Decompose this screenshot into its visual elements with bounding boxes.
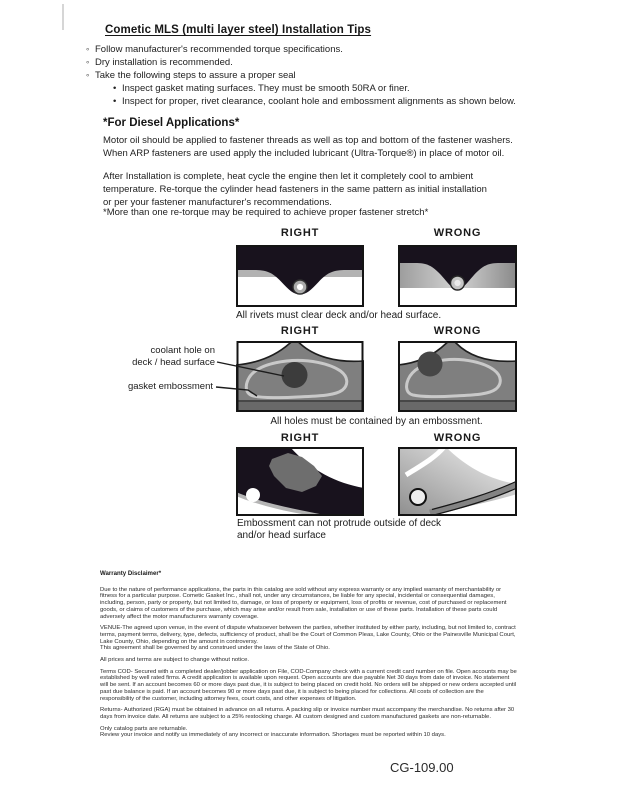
callout-gasket-embossment-label: gasket embossment [127,381,213,392]
legal-paragraph: VENUE-The agreed upon venue, in the event of dispute whatsoever between the parties, whether instituted by either party, including, but not limited to, contract terms, payment terms, delivery, type, defects, sufficiency of product, shall be the Court of Common Pleas, Lake County, Ohio or the Painesville Municipal Court, Lake County, Ohio, depending on the amount in controversy. [100,625,516,645]
sub-bullet-item [113,95,516,108]
paragraph-line: After Installation is complete, heat cycle the engine then let it completely cool to ambient [103,171,474,182]
bullet-item [86,43,516,56]
rivet-clearance-right-diagram [236,245,364,307]
hollow-bullet-icon: ◦ [86,70,90,81]
rivet-clearance-wrong-diagram [398,245,517,307]
legal-paragraph: Review your invoice and notify us immediately of any incorrect or inaccurate information. Shortages must be reported within 10 days. [100,732,446,739]
bolt-hole-icon [246,488,260,502]
paragraph-line: When ARP fasteners are used apply the included lubricant (Ultra-Torque®) in place of motor oil. [103,148,505,159]
wrong-column-header: WRONG [433,325,482,337]
coolant-hole-icon [282,362,308,388]
diesel-paragraph-2 [103,170,583,209]
legal-paragraph: Returns- Authorized (RGA) must be obtained in advance on all returns. A packing slip or invoice number must accompany the merchandise. No returns after 30 days from invoice date. All returns are subject to a 25% restocking charge. All custom designed and custom manufactured gaskets are non-returnable. [100,707,515,720]
protrusion-wrong-diagram [398,447,517,516]
legal-paragraph: Due to the nature of performance applications, the parts in this catalog are sold without any express warranty or any implied warranty of merchantability or fitness for a particular purpose. Cometic Gasket Inc., shall not, under any circumstances, be liable for any special, incidental or consequential damages, including, person, party or property, but not limited to, damage, or loss of property or equipment, loss of profits or revenue, cost of purchased or replacement goods, or claims of customers of the purchase, which may arise and/or result from sale, installation or use of these parts. Installation of these parts could adversely affect the motor manufacturers warranty coverage. [100,586,507,620]
coolant-hole-right-diagram [236,341,364,412]
bullet-item [86,56,516,69]
wrong-column-header: WRONG [433,227,482,239]
paragraph-line: temperature. Re-torque the cylinder head fasteners in the same pattern as initial installation [103,184,487,195]
bullet-list [86,43,516,108]
sub-bullet-item [113,82,516,95]
bolt-hole-icon [410,489,426,505]
scan-artifact-line [62,4,64,30]
sub-bullet-text: Inspect gasket mating surfaces. They must be smooth 50RA or finer. [122,83,410,94]
page-code: CG-109.00 [390,760,454,775]
right-column-header: RIGHT [280,227,320,239]
legal-paragraph: This agreement shall be governed by and construed under the laws of the State of Ohio. [100,645,330,652]
diesel-section-heading: *For Diesel Applications* [103,117,240,129]
diagram-caption-rivets: All rivets must clear deck and/or head surface. [236,310,442,321]
warranty-heading: Warranty Disclaimer* [100,570,162,577]
right-column-header: RIGHT [280,432,320,444]
right-column-header: RIGHT [280,325,320,337]
hollow-bullet-icon: ◦ [86,57,90,68]
legal-paragraph: Terms COD- Secured with a completed dealer/jobber application on File, COD-Company check with a current credit card number on file. Open accounts may be established by well rated firms. A credit application is available upon request. Open accounts are due payable Net 30 days from date of invoice. No statement will be sent. If an account becomes 60 or more days past due, it is subject to being placed on credit hold. No orders will be shipped or new orders accepted until past due balance is paid. If an account becomes 90 or more days past due, it is subject to being placed for collections. All costs of collection are the responsibility of the customer, including attorney fees, court costs, and other expenses of litigation. [100,668,517,702]
coolant-hole-wrong-diagram [398,341,517,412]
hollow-bullet-icon: ◦ [86,44,90,55]
protrusion-right-diagram [236,447,364,516]
diagram-caption-protrusion: Embossment can not protrude outside of deck and/or head surface [237,518,442,541]
sub-bullet-text: Inspect for proper, rivet clearance, coolant hole and embossment alignments as shown below. [122,96,516,107]
wrong-column-header: WRONG [433,432,482,444]
bullet-item [86,69,516,82]
bullet-text: Take the following steps to assure a proper seal [95,70,296,81]
bullet-text: Dry installation is recommended. [95,57,233,68]
callout-coolant-hole-label: coolant hole on deck / head surface [132,345,215,368]
coolant-hole-icon [418,352,443,377]
filled-bullet-icon: • [113,96,117,107]
warranty-disclaimer-section [100,571,518,744]
retorque-note: *More than one re-torque may be required to achieve proper fastener stretch* [103,207,429,218]
legal-paragraph: Only catalog parts are returnable. [100,725,188,732]
legal-paragraph: All prices and terms are subject to change without notice. [100,657,249,664]
filled-bullet-icon: • [113,83,117,94]
paragraph-line: or per your fastener manufacturer's recommendations. [103,197,332,208]
diagram-caption-holes: All holes must be contained by an embossment. [270,416,483,427]
diesel-paragraph-1 [103,134,583,160]
paragraph-line: Motor oil should be applied to fastener threads as well as top and bottom of the fastener washers. [103,135,513,146]
page-title: Cometic MLS (multi layer steel) Installation Tips [105,24,372,36]
bullet-text: Follow manufacturer's recommended torque specifications. [95,44,343,55]
